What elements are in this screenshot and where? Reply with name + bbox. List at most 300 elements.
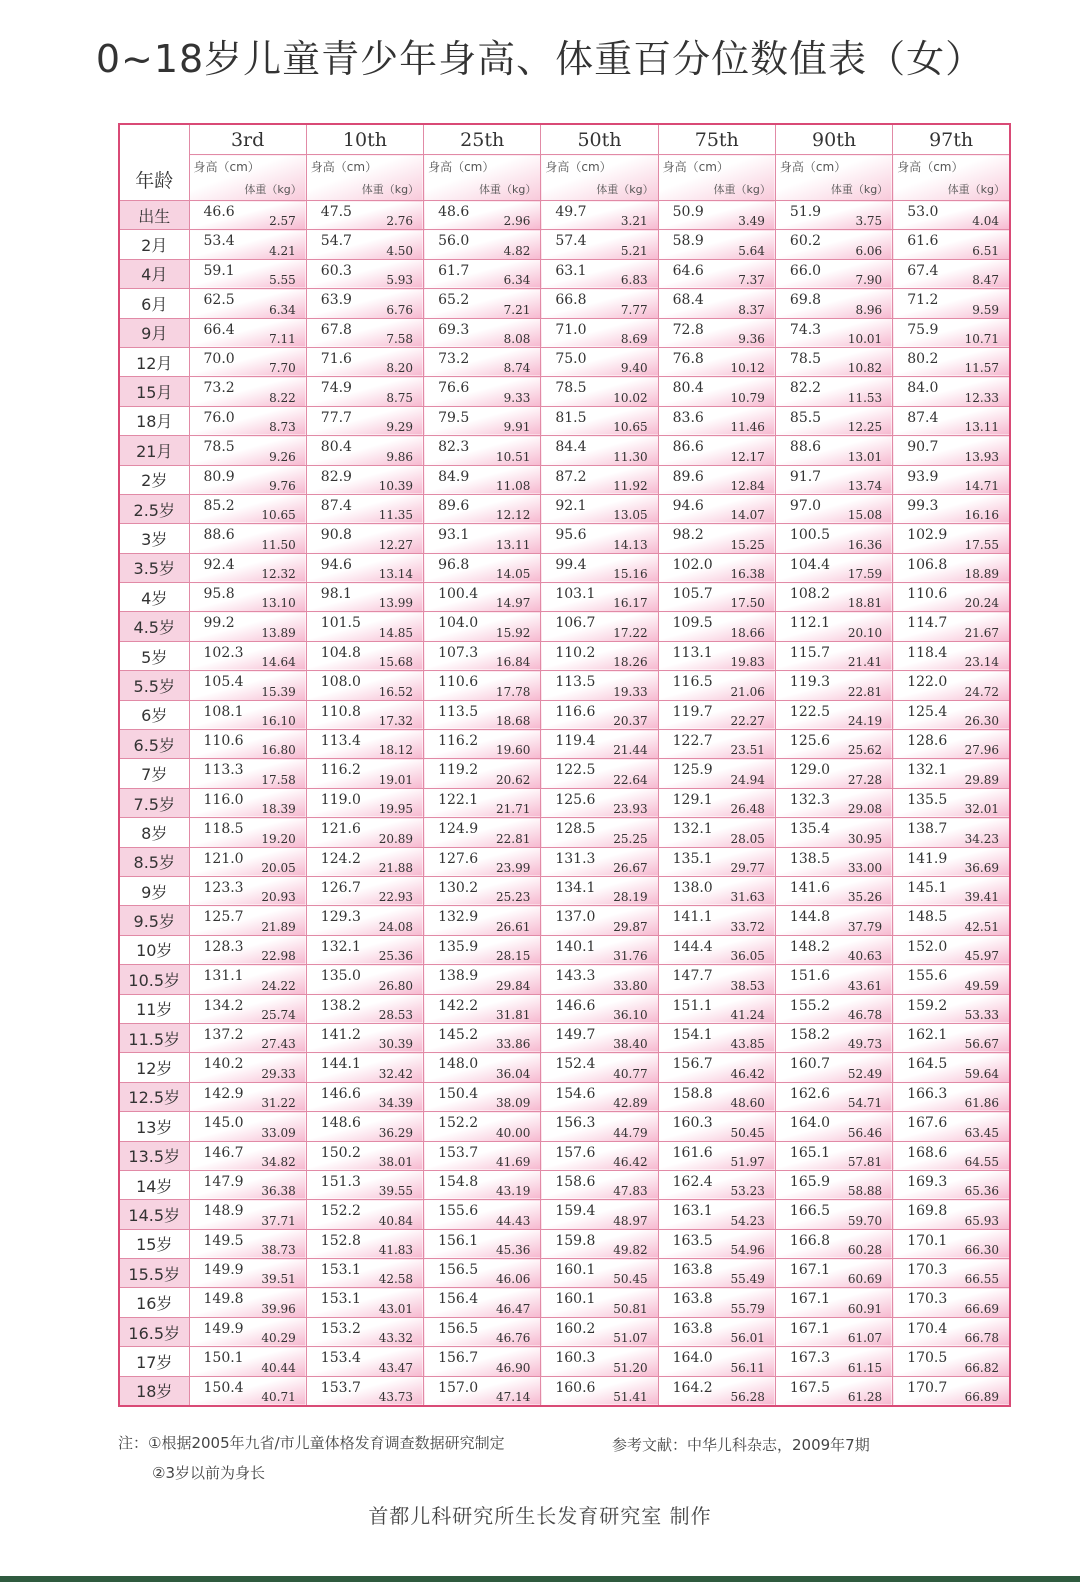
height-value: 148.5 [907,909,948,926]
age-cell: 4岁 [119,583,189,612]
height-value: 149.7 [555,1026,596,1043]
weight-value: 12.12 [495,508,531,523]
weight-value: 9.76 [269,478,296,493]
data-cell [541,1317,658,1346]
weight-value: 27.43 [261,1037,296,1052]
weight-value: 4.50 [386,243,414,258]
height-value: 134.1 [555,879,596,896]
height-value: 74.3 [789,321,822,338]
weight-value: 13.14 [378,567,414,582]
height-value: 89.6 [438,497,470,514]
weight-value: 16.52 [378,684,414,699]
height-value: 126.7 [320,879,361,896]
weight-value: 46.76 [495,1331,531,1346]
age-cell: 16.5岁 [119,1317,189,1346]
height-value: 80.9 [203,468,235,485]
bottom-border-line [0,1576,1080,1582]
height-value: 165.1 [789,1144,830,1161]
data-cell [306,876,423,905]
weight-value: 11.57 [964,361,999,376]
height-value: 59.1 [203,262,235,279]
unit-header-cell [775,155,892,201]
data-cell [189,318,306,347]
weight-value: 38.40 [613,1037,648,1052]
data-cell [189,671,306,700]
table-row [119,347,1010,376]
weight-value: 25.36 [378,949,414,964]
data-cell [424,347,541,376]
height-value: 163.8 [672,1262,713,1279]
data-cell [306,700,423,729]
weight-value: 2.76 [386,214,414,229]
weight-value: 11.08 [495,478,531,493]
height-value: 113.3 [203,762,244,779]
height-unit-label: 身高（cm） [897,160,964,174]
height-unit-label: 身高（cm） [428,160,495,174]
weight-value: 40.71 [261,1390,296,1405]
data-cell [189,906,306,935]
table-row [119,1347,1010,1376]
weight-value: 2.57 [269,214,296,229]
age-cell: 5.5岁 [119,671,189,700]
weight-value: 42.51 [964,919,999,934]
weight-value: 8.22 [269,390,296,405]
height-value: 118.5 [203,821,244,838]
weight-value: 42.89 [613,1096,648,1111]
height-value: 150.1 [203,1350,244,1367]
weight-value: 6.76 [386,302,414,317]
height-value: 137.0 [555,909,596,926]
weight-value: 43.19 [495,1184,531,1199]
height-value: 145.1 [907,879,948,896]
data-cell [775,1141,892,1170]
table-body [119,201,1010,1407]
height-value: 122.0 [907,674,948,691]
weight-value: 49.59 [964,978,999,993]
age-cell: 15.5岁 [119,1259,189,1288]
weight-value: 15.68 [378,655,414,670]
height-value: 164.5 [907,1056,948,1073]
data-cell [306,201,423,230]
weight-unit-label: 体重（kg） [830,183,889,196]
data-cell [189,1170,306,1199]
data-cell [541,1259,658,1288]
height-value: 170.7 [907,1379,948,1396]
weight-value: 54.23 [730,1213,765,1228]
height-value: 85.2 [203,497,235,514]
data-cell [306,1170,423,1199]
weight-value: 33.86 [495,1037,531,1052]
height-value: 119.7 [672,703,713,720]
data-cell [424,965,541,994]
weight-value: 3.21 [620,214,648,229]
data-cell [424,436,541,465]
height-value: 158.2 [789,1026,830,1043]
data-cell [775,1082,892,1111]
height-value: 118.4 [907,644,948,661]
percentile-header-row [119,124,1010,155]
data-cell [893,583,1010,612]
age-cell: 10岁 [119,935,189,964]
data-cell [424,1229,541,1258]
data-cell [541,259,658,288]
height-value: 135.9 [438,938,479,955]
data-cell [189,847,306,876]
data-cell [541,318,658,347]
table-row [119,1112,1010,1141]
height-value: 69.8 [789,292,822,309]
height-value: 113.5 [438,703,479,720]
data-cell [541,1112,658,1141]
data-cell [658,994,775,1023]
data-cell [775,818,892,847]
height-value: 90.7 [907,439,939,456]
data-cell [775,700,892,729]
data-cell [306,406,423,435]
height-value: 149.5 [203,1232,244,1249]
height-value: 48.6 [438,204,470,220]
data-cell [306,465,423,494]
weight-value: 17.55 [964,537,999,552]
weight-value: 8.73 [269,420,296,435]
height-value: 153.4 [320,1350,361,1367]
weight-value: 8.69 [620,331,648,346]
weight-value: 43.01 [378,1301,414,1316]
weight-value: 7.21 [503,302,531,317]
height-value: 165.9 [789,1173,830,1190]
weight-value: 33.80 [613,978,648,993]
data-cell [775,847,892,876]
height-value: 82.3 [438,439,470,456]
data-cell [189,1112,306,1141]
data-cell [189,201,306,230]
data-cell [893,671,1010,700]
height-value: 151.3 [320,1173,361,1190]
data-cell [658,259,775,288]
weight-value: 9.91 [503,420,531,435]
weight-value: 6.51 [972,243,999,258]
table-row [119,818,1010,847]
height-value: 105.4 [203,674,244,691]
height-value: 160.1 [555,1262,596,1279]
height-value: 104.8 [320,644,361,661]
weight-value: 33.72 [730,919,765,934]
height-value: 170.1 [907,1232,948,1249]
height-value: 86.6 [672,439,704,456]
data-cell [189,289,306,318]
weight-value: 38.73 [261,1243,296,1258]
height-value: 71.0 [555,321,587,338]
data-cell [541,730,658,759]
data-cell [306,641,423,670]
data-cell [658,759,775,788]
age-cell: 14.5岁 [119,1200,189,1229]
weight-value: 12.17 [730,449,765,464]
weight-value: 5.21 [620,243,648,258]
weight-value: 24.72 [964,684,999,699]
data-cell [306,289,423,318]
data-cell [541,553,658,582]
weight-value: 21.89 [261,919,296,934]
weight-value: 27.28 [847,772,883,787]
weight-value: 66.89 [964,1390,999,1405]
percentile-header-10th: 10th [306,124,423,155]
height-value: 102.0 [672,556,713,573]
height-value: 83.6 [672,409,704,426]
height-value: 124.2 [320,850,361,867]
age-cell: 15岁 [119,1229,189,1258]
height-unit-label: 身高（cm） [545,160,612,174]
weight-value: 9.36 [738,331,765,346]
table-row [119,436,1010,465]
age-cell: 15月 [119,377,189,406]
height-value: 170.3 [907,1291,948,1308]
height-value: 130.2 [438,879,479,896]
data-cell [306,1288,423,1317]
data-cell [189,583,306,612]
height-value: 81.5 [555,409,587,426]
height-value: 60.2 [789,233,822,250]
data-cell [306,318,423,347]
height-value: 170.4 [907,1320,948,1337]
height-value: 129.3 [320,909,361,926]
height-value: 47.5 [320,204,352,220]
data-cell [424,1141,541,1170]
height-value: 51.9 [789,204,822,220]
data-cell [893,1347,1010,1376]
height-value: 84.9 [438,468,470,485]
weight-value: 28.19 [613,890,648,905]
data-cell [775,289,892,318]
data-cell [541,876,658,905]
data-cell [306,1082,423,1111]
data-cell [541,406,658,435]
height-value: 149.8 [203,1291,244,1308]
weight-value: 24.08 [378,919,414,934]
weight-value: 11.92 [613,478,648,493]
weight-value: 3.49 [738,214,765,229]
height-value: 134.2 [203,997,244,1014]
data-cell [658,377,775,406]
weight-value: 22.81 [847,684,883,699]
height-value: 80.4 [320,439,352,456]
weight-value: 48.97 [613,1213,648,1228]
weight-value: 10.01 [847,331,883,346]
height-value: 76.8 [672,350,704,367]
data-cell [189,1259,306,1288]
height-value: 116.2 [320,762,361,779]
height-value: 156.5 [438,1262,479,1279]
data-cell [306,230,423,259]
height-value: 109.5 [672,615,713,632]
data-cell [424,641,541,670]
table-row [119,906,1010,935]
data-cell [306,906,423,935]
weight-value: 63.45 [964,1125,999,1140]
height-value: 151.1 [672,997,713,1014]
data-cell [424,788,541,817]
data-cell [775,876,892,905]
age-cell: 7岁 [119,759,189,788]
weight-value: 11.46 [730,420,765,435]
weight-value: 20.10 [847,625,883,640]
height-value: 142.9 [203,1085,244,1102]
height-value: 122.1 [438,791,479,808]
weight-value: 8.47 [972,273,999,288]
height-value: 78.5 [789,350,822,367]
data-cell [541,347,658,376]
weight-value: 60.91 [847,1301,883,1316]
weight-value: 29.87 [613,919,648,934]
weight-value: 16.36 [847,537,883,552]
weight-value: 66.55 [964,1272,999,1287]
data-cell [893,230,1010,259]
data-cell [658,641,775,670]
height-value: 100.4 [438,586,479,603]
weight-value: 56.67 [964,1037,999,1052]
weight-value: 64.55 [964,1154,999,1169]
height-value: 138.7 [907,821,948,838]
weight-value: 36.04 [495,1066,531,1081]
unit-header-cell [893,155,1010,201]
weight-value: 8.75 [386,390,414,405]
weight-value: 48.60 [730,1096,765,1111]
percentile-header-90th: 90th [775,124,892,155]
height-value: 159.4 [555,1203,596,1220]
weight-value: 47.83 [613,1184,648,1199]
age-cell: 6岁 [119,700,189,729]
height-value: 152.8 [320,1232,361,1249]
data-cell [775,553,892,582]
data-cell [775,1376,892,1406]
height-value: 156.7 [438,1350,479,1367]
weight-value: 34.23 [964,831,999,846]
data-cell [658,465,775,494]
table-row [119,1200,1010,1229]
weight-value: 16.16 [964,508,999,523]
weight-value: 31.81 [495,1007,531,1022]
height-value: 63.9 [320,292,352,309]
unit-header-cell [424,155,541,201]
height-value: 101.5 [320,615,361,632]
height-value: 150.2 [320,1144,361,1161]
data-cell [541,847,658,876]
height-value: 170.3 [907,1262,948,1279]
weight-value: 28.53 [378,1007,414,1022]
height-value: 135.5 [907,791,948,808]
data-cell [189,524,306,553]
data-cell [189,1141,306,1170]
data-cell [541,1288,658,1317]
height-value: 153.7 [320,1379,361,1396]
weight-value: 19.83 [730,655,765,670]
weight-value: 19.01 [378,772,414,787]
weight-value: 3.75 [855,214,883,229]
weight-value: 46.06 [495,1272,531,1287]
height-value: 99.2 [203,615,235,632]
weight-value: 36.05 [730,949,765,964]
height-value: 90.8 [320,527,352,544]
data-cell [424,1170,541,1199]
height-value: 65.2 [438,292,470,309]
height-value: 140.2 [203,1056,244,1073]
weight-value: 5.93 [386,273,414,288]
height-value: 67.4 [907,262,939,279]
data-cell [893,1317,1010,1346]
height-value: 163.5 [672,1232,713,1249]
height-value: 110.8 [320,703,361,720]
height-value: 160.6 [555,1379,596,1396]
page-title: 0~18岁儿童青少年身高、体重百分位数值表（女） [95,37,985,81]
data-cell [893,935,1010,964]
height-value: 135.0 [320,968,361,985]
height-value: 149.9 [203,1262,244,1279]
age-cell: 12月 [119,347,189,376]
height-value: 168.6 [907,1144,948,1161]
height-value: 54.7 [320,233,352,250]
height-value: 159.2 [907,997,948,1014]
data-cell [424,494,541,523]
height-value: 63.1 [555,262,587,279]
weight-value: 22.93 [378,890,414,905]
data-cell [189,436,306,465]
data-cell [189,377,306,406]
height-value: 135.1 [672,850,713,867]
weight-value: 59.64 [964,1066,999,1081]
weight-value: 41.83 [378,1243,414,1258]
reference: 参考文献：中华儿科杂志，2009年7期 [612,1436,870,1454]
weight-value: 10.65 [261,508,296,523]
weight-value: 36.38 [261,1184,296,1199]
data-cell [775,406,892,435]
weight-value: 36.10 [613,1007,648,1022]
height-value: 142.2 [438,997,479,1014]
height-value: 46.6 [203,204,235,220]
data-cell [658,935,775,964]
data-cell [306,965,423,994]
height-value: 145.2 [438,1026,479,1043]
weight-value: 61.28 [847,1390,883,1405]
data-cell [424,289,541,318]
weight-value: 12.84 [730,478,765,493]
height-value: 146.6 [555,997,596,1014]
weight-value: 44.79 [613,1125,648,1140]
height-value: 132.1 [907,762,948,779]
weight-value: 26.67 [613,860,648,875]
data-cell [658,347,775,376]
height-value: 61.6 [907,233,939,250]
height-value: 169.8 [907,1203,948,1220]
weight-value: 14.64 [261,655,296,670]
data-cell [424,259,541,288]
weight-value: 9.86 [386,449,414,464]
weight-value: 32.42 [378,1066,414,1081]
weight-value: 22.27 [730,714,765,729]
data-cell [658,1288,775,1317]
data-cell [189,700,306,729]
age-cell: 6.5岁 [119,730,189,759]
table-row [119,641,1010,670]
height-value: 66.4 [203,321,235,338]
data-cell [189,1347,306,1376]
height-value: 78.5 [203,439,235,456]
data-cell [541,1347,658,1376]
height-value: 156.3 [555,1115,596,1132]
height-value: 92.4 [203,556,235,573]
weight-value: 31.63 [730,890,765,905]
height-value: 128.3 [203,938,244,955]
height-value: 160.1 [555,1291,596,1308]
